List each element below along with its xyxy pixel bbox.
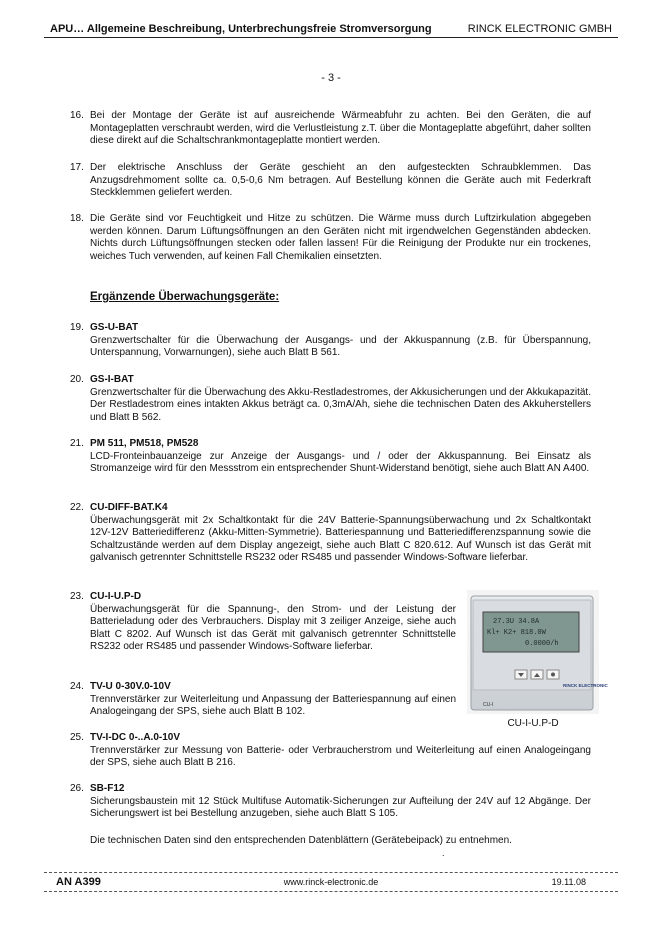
device-title: SB-F12 — [90, 783, 125, 794]
device-title: GS-U-BAT — [90, 322, 139, 333]
display-line-3: 0.0000/h — [525, 640, 559, 648]
device-text: LCD-Fronteinbauanzeige zur Anzeige der Ausgangs- und / oder der Akkuspannung. Bei Einsatz als Stromanzeige wird für den Messstrom ein entsprechender Shunt-Widerstand benötigt, siehe auch Blatt AN A400. — [90, 450, 591, 474]
stray-dot: . — [442, 848, 445, 858]
display-line-1: 27.3U 34.8A — [493, 618, 540, 626]
item-number: 18. — [70, 213, 84, 224]
display-line-2: Kl+ K2+ 818.0W — [487, 629, 546, 637]
item-number: 25. — [70, 732, 84, 743]
device-brand: RINCK ELECTRONIC — [563, 683, 608, 688]
device-title: PM 511, PM518, PM528 — [90, 438, 199, 449]
page-footer — [44, 872, 618, 892]
device-photo — [467, 590, 608, 714]
item-number: 26. — [70, 783, 84, 794]
device-text: Grenzwertschalter für die Überwachung des Akku-Restladestromes, der Akkusicherungen und der Akkukapazität. Der Restladestrom eines intakten Akkus beträgt ca. 0,3mA/Ah, siehe die technischen Daten des Akkuherstellers und Blatt B 562. — [90, 386, 591, 423]
device-item — [70, 438, 591, 476]
list-item — [70, 213, 591, 263]
item-number: 20. — [70, 374, 84, 385]
device-item — [70, 681, 456, 719]
device-text: Sicherungsbaustein mit 12 Stück Multifuse Automatik-Sicherungen zur Aufteilung der 24V auf 12 Abgänge. Der Sicherungswert ist bei Bestellung anzugeben, siehe auch Blatt S 105. — [90, 795, 591, 819]
item-number: 23. — [70, 591, 84, 602]
item-number: 19. — [70, 322, 84, 333]
device-label: CU-I — [483, 702, 494, 708]
device-text: Überwachungsgerät für die Spannung-, den Strom- und der Leistung der Batterieladung oder des Verbrauchers. Display mit 3 zeiliger Anzeige, siehe auch Blatt C 8202. Auf Wunsch ist das Gerät mit galvanisch getrennter Schnittstelle RS232 oder RS485 und passender Windows-Software lieferbar. — [90, 603, 456, 652]
section-title: Ergänzende Überwachungsgeräte: — [90, 291, 280, 303]
item-text: Der elektrische Anschluss der Geräte geschieht an den aufgesteckten Schraubklemmen. Das Anzugsdrehmoment sollte ca. 0,5-0,6 Nm betragen. Auf Bestellung können die Geräte auch mit Federkraft Steckklemmen geliefert werden. — [90, 162, 591, 198]
device-title: CU-DIFF-BAT.K4 — [90, 502, 168, 513]
device-item — [70, 502, 591, 565]
closing-text: Die technischen Daten sind den entsprechenden Datenblättern (Gerätebeipack) zu entnehmen. — [90, 835, 512, 846]
enter-icon — [551, 673, 555, 677]
device-title: CU-I-U.P-D — [90, 591, 142, 602]
item-text: Bei der Montage der Geräte ist auf ausreichende Wärmeabfuhr zu achten. Bei den Geräten, die auf Montageplatten verschraubt werden, wird die Verlustleistung z.T. über die Montageplatte abgeführt, daher sollten diese direkt auf die Schaltschrankmontageplatte montiert werden. — [90, 110, 591, 146]
list-item — [70, 162, 591, 200]
figure-caption: CU-I-U.P-D — [507, 718, 559, 729]
footer-url[interactable]: www.rinck-electronic.de — [283, 877, 379, 887]
footer-code: AN A399 — [56, 876, 101, 888]
device-text: Grenzwertschalter für die Überwachung der Ausgangs- und der Akkuspannung (z.B. für Überspannung, Unterspannung, Vorwarnungen), siehe auch Blatt B 561. — [90, 334, 591, 358]
page-header — [44, 21, 618, 38]
item-number: 21. — [70, 438, 84, 449]
item-number: 17. — [70, 162, 84, 173]
header-company: RINCK ELECTRONIC GMBH — [467, 23, 612, 35]
item-number: 22. — [70, 502, 84, 513]
device-text: Trennverstärker zur Messung von Batterie- oder Verbraucherstrom und Weiterleitung auf einen Analogeingang der SPS, siehe auch Blatt B 216. — [90, 744, 591, 768]
device-title: TV-U 0-30V.0-10V — [90, 681, 171, 692]
header-title: APU… Allgemeine Beschreibung, Unterbrechungsfreie Stromversorgung — [50, 23, 432, 35]
item-text: Die Geräte sind vor Feuchtigkeit und Hitze zu schützen. Die Wärme muss durch Luftzirkulation abgegeben werden können. Darum Lüftungsöffnungen an den Geräten nicht mit irgendwelchen Gegenständen abdecken. Nichts durch Lüftungsöffnungen stecken oder fallen lassen! Für die Reinigung der Produkte nur ein trockenes, weiches Tuch verwenden, auf keinen Fall Chemikalien einsetzten. — [90, 213, 591, 262]
device-item — [70, 783, 591, 821]
device-title: TV-I-DC 0-..A.0-10V — [90, 732, 181, 743]
device-text: Überwachungsgerät mit 2x Schaltkontakt für die 24V Batterie-Spannungsüberwachung und 2x Schaltkontakt 12V-12V Batteriedifferenz (Akku-Mitten-Symmetrie). Batteriespannung und Batteriedifferenzspannung sowie die Schaltzustände werden auf dem Display angezeigt, siehe auch Blatt C 820.612. Auf Wunsch ist das Gerät mit galvanisch getrennter Schnittstelle RS232 oder RS485 und passender Windows-Software lieferbar. — [90, 514, 591, 563]
device-item — [70, 591, 456, 654]
item-number: 16. — [70, 110, 84, 121]
page-number: - 3 - — [321, 72, 341, 84]
device-title: GS-I-BAT — [90, 374, 134, 385]
device-item — [70, 732, 591, 770]
footer-date: 19.11.08 — [551, 877, 586, 887]
device-item — [70, 374, 591, 424]
device-item — [70, 322, 591, 360]
list-item — [70, 110, 591, 148]
item-number: 24. — [70, 681, 84, 692]
device-text: Trennverstärker zur Weiterleitung und Anpassung der Batteriespannung auf einen Analogeingang der SPS, siehe auch Blatt B 102. — [90, 693, 456, 717]
